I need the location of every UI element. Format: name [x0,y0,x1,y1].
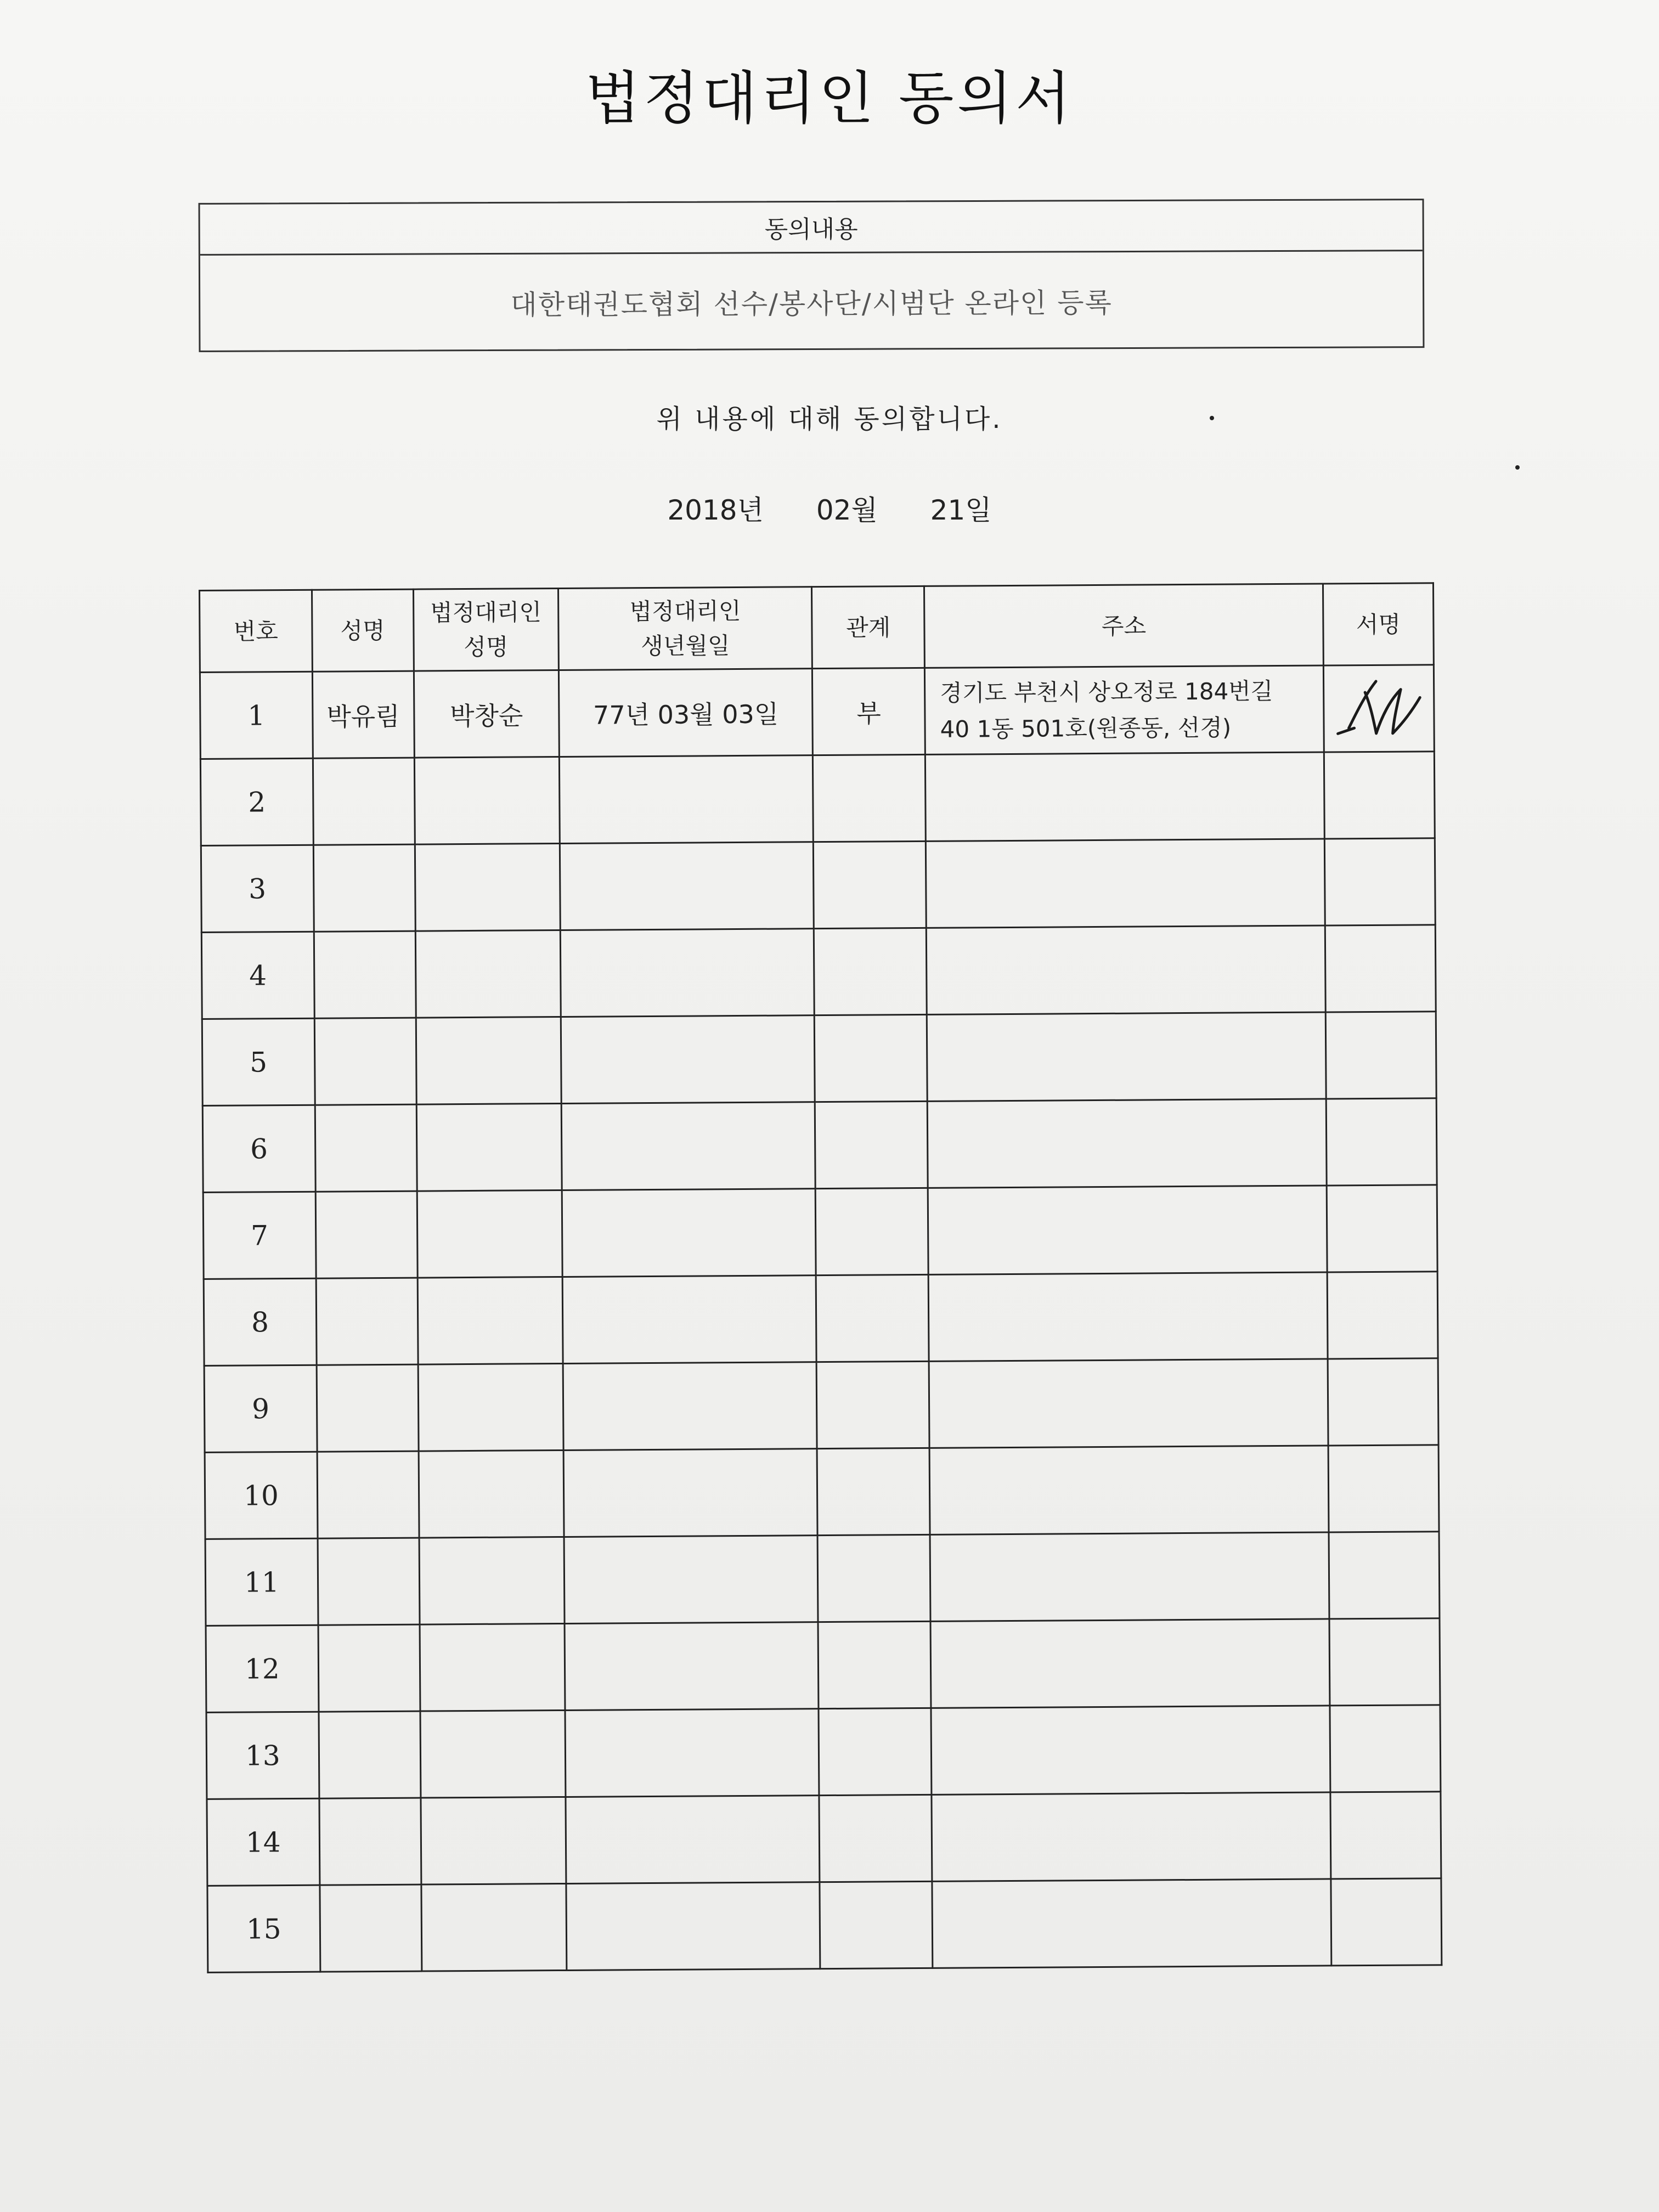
signature-cell [1329,1618,1440,1706]
address [928,1186,1327,1274]
guardian-name [415,843,561,931]
guardian-birthdate [563,1449,817,1537]
row-number: 3 [201,845,314,932]
student-name [315,1191,417,1278]
address [925,665,1324,754]
guardian-birthdate [561,1015,815,1104]
row-number: 7 [203,1192,316,1279]
student-name: 박유림 [312,671,414,758]
row-number: 4 [201,932,314,1019]
guardian-name [415,930,561,1018]
student-name [314,1018,416,1105]
date-day: 21일 [930,494,992,526]
guardian-name [419,1450,565,1538]
signature-cell [1327,1272,1438,1359]
guardian-name [414,757,560,844]
signature-cell [1330,1792,1441,1879]
header-guardian-birth [558,587,812,670]
relation [817,1448,930,1535]
row-number: 9 [204,1365,317,1452]
address [928,1272,1328,1361]
consent-header: 동의내용 [200,200,1423,256]
guardian-birthdate [566,1882,820,1971]
table-row [201,838,1435,933]
student-name [318,1538,420,1625]
table-row [207,1792,1441,1886]
relation [815,1101,928,1188]
student-name [313,758,415,845]
guardian-name [419,1537,565,1624]
signature-cell [1323,665,1434,752]
table-row [206,1618,1440,1713]
guardian-birthdate [565,1709,819,1797]
signature-cell [1324,752,1435,839]
table-row [201,925,1436,1019]
student-name [317,1364,419,1452]
relation [815,1014,928,1102]
row-number: 13 [206,1712,319,1799]
address-line1: 경기도 부천시 상오정로 184번길 [940,678,1273,707]
relation [816,1274,929,1362]
row-number: 6 [202,1105,315,1192]
student-name [315,1104,417,1192]
header-guardian-name [413,588,559,671]
address [925,752,1324,841]
table-row [202,1098,1437,1193]
row-number: 5 [202,1018,315,1105]
guardian-birthdate [564,1536,818,1624]
address [926,926,1325,1014]
guardian-name: 박창순 [414,670,560,758]
relation [818,1621,931,1708]
signature-cell [1326,1098,1437,1186]
address [926,839,1325,928]
student-name [319,1711,421,1798]
guardian-birthdate: 77년 03월 03일 [559,669,813,757]
consent-text: 대한태권도협회 선수/봉사단/시범단 온라인 등록 [510,287,1113,321]
row-number: 2 [200,758,313,845]
guardian-name [421,1883,567,1971]
student-name [319,1798,421,1885]
relation: 부 [812,668,926,755]
date-month: 02월 [816,494,878,526]
guardian-name [417,1190,563,1278]
guardian-name [417,1277,563,1364]
address [929,1446,1329,1534]
row-number: 11 [205,1538,318,1626]
guardian-birthdate [565,1622,819,1711]
header-name: 성명 [312,589,414,672]
address-line2: 40 1동 501호(원종동, 선경) [940,714,1232,743]
guardian-birthdate [562,1276,816,1364]
header-guardian-name-line2: 성명 [464,633,509,661]
guardian-birthdate [563,1362,817,1451]
address [927,1099,1327,1188]
guardian-birthdate [561,1102,815,1190]
guardian-birthdate [566,1796,820,1884]
student-name [316,1278,418,1365]
guardian-name [416,1017,562,1104]
header-guardian-birth-line1: 법정대리인 [629,597,741,625]
table-row [205,1532,1440,1626]
signature-cell [1331,1878,1442,1966]
student-name [318,1624,420,1712]
address [931,1706,1330,1795]
guardian-name [418,1363,564,1451]
relation [813,754,926,842]
relation [820,1881,933,1968]
table-row [204,1272,1438,1366]
relation [819,1708,932,1795]
relation [817,1361,930,1448]
header-relation: 관계 [812,586,925,668]
address [930,1532,1329,1621]
relation [814,841,927,928]
signature-cell [1328,1358,1438,1446]
table-row [204,1358,1438,1453]
address [932,1879,1331,1968]
header-guardian-name-line1: 법정대리인 [430,599,542,627]
signature-cell [1325,1012,1436,1099]
guardian-name [420,1710,566,1798]
guardian-name [420,1623,566,1711]
paper-speck [1515,465,1520,470]
table-row [206,1705,1441,1799]
header-no: 번호 [200,590,313,672]
agree-statement: 위 내용에 대해 동의합니다. [656,404,1003,435]
row-number: 1 [200,672,313,759]
relation [817,1534,930,1622]
guardian-name [420,1797,566,1884]
handwritten-signature-icon [1332,673,1426,744]
header-signature: 서명 [1323,583,1434,665]
table-row [203,1185,1437,1279]
signature-cell [1325,925,1436,1012]
date-year: 2018년 [667,494,764,526]
signature-cell [1328,1445,1439,1532]
row-number: 10 [205,1452,318,1539]
address [927,1012,1326,1101]
relation [814,928,927,1015]
registration-table [199,582,1442,1973]
guardian-birthdate [560,842,814,930]
header-address: 주소 [924,584,1324,668]
student-name [317,1451,419,1538]
table-row [202,1012,1436,1106]
guardian-birthdate [559,755,813,844]
table-row [205,1445,1439,1539]
signature-cell [1324,838,1435,926]
guardian-name [416,1103,562,1191]
table-header-row [200,583,1434,673]
document-title: 법정대리인 동의서 [585,65,1074,132]
row-number: 12 [206,1625,319,1712]
header-guardian-birth-line2: 생년월일 [641,632,730,660]
row-number: 8 [204,1278,317,1365]
signing-date [0,488,1659,528]
signature-cell [1329,1532,1440,1619]
consent-box [199,199,1425,352]
student-name [313,844,415,932]
address [929,1359,1328,1448]
student-name [320,1884,422,1972]
table-row [200,665,1434,759]
row-number: 15 [207,1885,320,1972]
table-row [200,752,1435,846]
student-name [314,931,416,1018]
guardian-birthdate [562,1189,816,1277]
address [932,1792,1331,1881]
relation [819,1795,932,1882]
paper-speck [1210,416,1214,420]
row-number: 14 [207,1798,320,1886]
signature-cell [1327,1185,1437,1272]
address [930,1619,1330,1708]
guardian-birthdate [560,929,814,1017]
table-row [207,1878,1442,1973]
relation [816,1188,929,1275]
signature-cell [1330,1705,1441,1792]
